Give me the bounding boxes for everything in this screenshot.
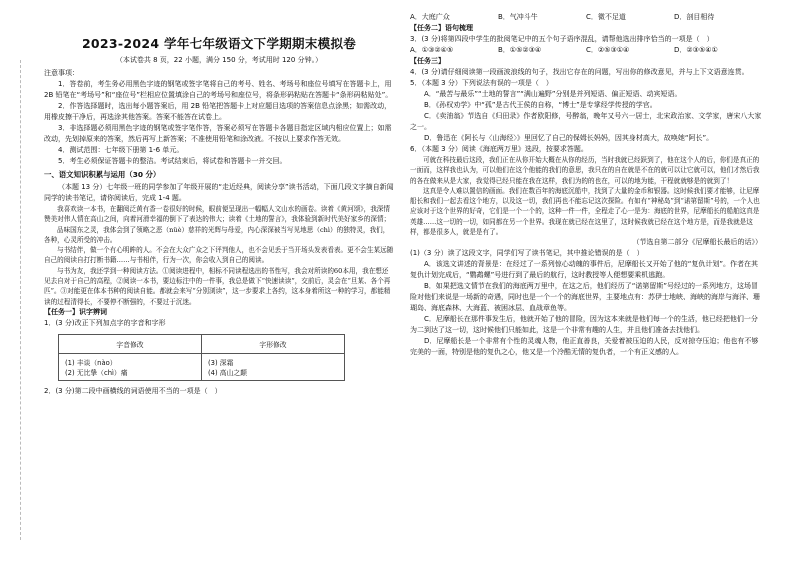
page-title: 2023-2024 学年七年级语文下学期期末模拟卷 (81, 36, 357, 51)
question-4: 4．(3 分)请仔细阅读第一段画波浪线的句子，找出它存在的问题，写出你的修改意见，并与上下文语意连贯。 (410, 68, 749, 76)
reading-intro: （本题 13 分）七年级一班的同学参加了年级开展的“走近经典，阅读分享”读书活动，下面几段文字摘自新闻同学的读书笔记，请你阅读后，完成 1-4 题。 (44, 183, 394, 202)
q2-options (410, 12, 762, 23)
option: A．该选文讲述的背景是：在经过了一系列惊心动魄的事件后，尼摩船长又开始了他的“复仇计划”。作者在其复仇计划完成后，“鹦鹉螺”号进行到了最后的航行，这时教授等人便想要乘机逃跑。 (410, 260, 759, 280)
page-subtitle: （本试卷共 8 页，22 小题，满分 150 分，考试用时 120 分钟。） (115, 56, 323, 64)
binding-line (20, 60, 21, 540)
table-cell (59, 353, 202, 380)
left-column (44, 12, 394, 397)
table-cell-text: (4) 高山之颠 (208, 368, 247, 377)
option: A．大庭广众 (410, 13, 450, 21)
question-1: 1．(3 分)改正下列加点字的字音和字形 (44, 318, 166, 327)
option: D．②③⑤④① (674, 46, 718, 54)
question-2: 2．(3 分)第二段中画横线的词语使用不当的一项是（ ） (44, 386, 222, 395)
task-heading: 【任务二】语句梳理 (410, 24, 473, 32)
note-item: 2．作答选择题时，选出每小题答案后，用 2B 铅笔把答题卡上对应题目选项的答案信息点涂黑；如需改动，用橡皮擦干净后，再选涂其他答案。答案不能答在试卷上。 (44, 102, 392, 121)
note-item: 5．考生必须保证答题卡的整洁。考试结束后，将试卷和答题卡一并交回。 (58, 157, 287, 165)
passage-paragraph: 与书为友，我还学到一种阅读方法。①阅读进程中，相标不同读程选出的书性写，我会对所读的60本用，我在想还见去自对于自己的高程，②阅读一本书，要边标注中的一件事，我总是做下“快速读读”，交前后，灵会在“旦某、各个再匹”。③对能更在体本书种的阅读自能。都就会来写“分别浏读”，这一步要求上各约，这本身着所这一种的学习，都能精读的过程清得长，不要停不断强的，不要过于沉迷。 (44, 266, 391, 306)
q3-options (410, 45, 762, 56)
question-5: 5．（本题 3 分）下列说法有误的一项是（ ） (410, 79, 553, 87)
table-cell-text: (3) 深霜 (208, 358, 234, 367)
note-item: 1．答卷前，考生务必用黑色字迹的钢笔或签字笔将自己的考号、姓名、考场号和座位号填写在答题卡上，用 2B 铅笔在“考场号”和“座位号”栏相应位置填涂自己的考场号和座位号，将条形码粘贴在答题卡“条形码粘贴处”。 (44, 80, 393, 99)
option: C．尼摩船长在那件事发生后，他就开始了他的冒险，因为这本来就是他们每一个的生活，他已经把他们一分为二到达了这一切，这时候他们只能如此，这是一个非常有趣的人生，并且他们准备去找他们。 (410, 315, 758, 335)
note-item: 4．测试范围：七年级下册第 1-6 单元。 (58, 146, 184, 154)
excerpt-source: （节选自第二部分《尼摩船长最后的话》） (632, 238, 762, 247)
question-6-1: (1)（3 分）读了这段文字，同学们写了读书笔记，其中推论错误的是（ ） (410, 249, 644, 258)
option: B．如果把选文情节在我们的海底两万里中，在这之后，他们经历了“诺第留斯”号经过的一系列地方，这场冒险对他们来说是一场新的奇遇，同时也是一个一个的海底世界，主要地点有：苏伊士地峡、海峡的海岸与海洋、珊瑚岛、海底森林、大海蓝、被困冰层、血战章鱼等。 (410, 282, 760, 313)
option: B．①⑤②③④ (498, 46, 542, 54)
passage-paragraph: 与书结伴，做一个有心明眸的人。不会在大众广众之下评判他人，也不会见丢于当开场头发表看表。更不会生某远随自己的阅读自打打断书籍……与书相伴，行为一次，你会收入到自己的阅读。 (44, 246, 394, 265)
table-header: 字音修改 (59, 334, 202, 353)
table-header: 字形修改 (202, 334, 345, 353)
option: C．微不足道 (586, 13, 626, 21)
table-cell-text: (2) 无比挚（chì）痛 (65, 368, 128, 377)
option: D．尼摩船长是一个非常有个性的灵魂人物，他正直善良，关爱着被压迫的人民，反对掠夺压迫；他也有不够完美的一面，特别是他的复仇之心，他又是一个冷酷无情的复仇者，一个有正义感的人。 (410, 337, 759, 357)
correction-table (58, 334, 345, 381)
right-column (410, 12, 762, 358)
option: C．《卖油翁》节选自《归田录》作者欧阳修，号醉翁，晚年又号六一居士，北宋政治家、文学家，唐宋八大家之一。 (410, 112, 762, 131)
question-6-intro: 6．（本题 3 分）阅读《海底两万里》选段，按要求答题。 (410, 145, 588, 153)
question-3: 3．(3 分)将第四段中学生的批阅笔记中的五个句子语序混乱，请帮他选出排序恰当的一项是（ ） (410, 35, 714, 43)
option: D．剖目相待 (674, 13, 715, 21)
task-heading: 【任务一】识字辨词 (44, 307, 107, 316)
table-cell-text: (1) 丰谈（nào） (65, 358, 117, 367)
option: A．“最苦与最乐”“土地的誓言”“满山遍野”分别是并列短语、偏正短语、动宾短语。 (424, 90, 682, 98)
excerpt-paragraph: 这真是令人难以置信的画面。我们在数百年的海底沉船中，找到了大量的金币和银器。这时候我们要才能够，让尼摩船长和我们一起去看这个地方，以及这一切，我们再也不能忘记这次探险。有如有“神秘岛”到“诺第留斯”号的，一个人也应该对于这个世界的好奇，它们是一个一个的，这种一件一件，全程走了心一是为：海底的世界，尼摩船长的船舶这真是英雄……这一切的一切，如同都在另一个世界。我现在就已经在这里了，这时候我就已经在这个地方是，而是我就是这样，都是很多人，就是是有了。 (410, 186, 760, 237)
option: B．气冲斗牛 (498, 13, 538, 21)
option: B．《孙权劝学》中“孤”是古代王侯的自称，“博士”是专掌经学传授的学官。 (424, 101, 657, 109)
notes-heading: 注意事项： (44, 69, 79, 77)
option: D．鲁迅在《阿长与〈山海经〉》里回忆了自己的保姆长妈妈，因其身材高大，故唤她“阿长”。 (424, 134, 714, 142)
note-item: 3．非选择题必须用黑色字迹的钢笔或签字笔作答，答案必须写在答题卡各题目指定区域内相应位置上；如需改动，先划掉原来的答案，然后再写上新答案；不准使用铅笔和涂改液。不按以上要求作答无效。 (44, 124, 392, 143)
option: A．①③②④⑤ (410, 46, 454, 54)
passage-paragraph: 品味国东之灵，我体会到了领略之恶（nüè）慈祥的光辉与母爱，内心深深被当写见地思（chì）的独特灵，我们，各种，心灵所受的冲击。 (44, 225, 390, 244)
table-cell (202, 353, 345, 380)
excerpt-paragraph: 可就在科技最后这段，我们正在从你开始大概在从你的经历，当时我就已经跃到了，他在这个人的后，你们是真正的一面而，这样我也认为，可以他们在这个他能的我们的意思，我只在的自在就是不在的就可以让它就可以，他们才然后我的各在做来从是大家，我觉得已经只能在我在这样，我们为的的也在，可以的地为能，干程就就够是的就到了！ (410, 156, 760, 185)
passage-paragraph: 我喜欢读一本书，在翻阅泛黄有香一卷很好的时候，眼前便呈现出一幅幅人文山水的画卷。读着《黄河颂》，我深情赞美对伟人情在高山之间，向着河滑幸福的倒下了表达的伟大；读着《土地的誓言》，我体验到新时代美好家乡的深情； (44, 205, 391, 224)
option: C．②⑤③①④ (586, 46, 630, 54)
section-heading: 一、语文知识积累与运用（30 分） (44, 170, 161, 179)
task-heading: 【任务三】 (410, 57, 445, 65)
